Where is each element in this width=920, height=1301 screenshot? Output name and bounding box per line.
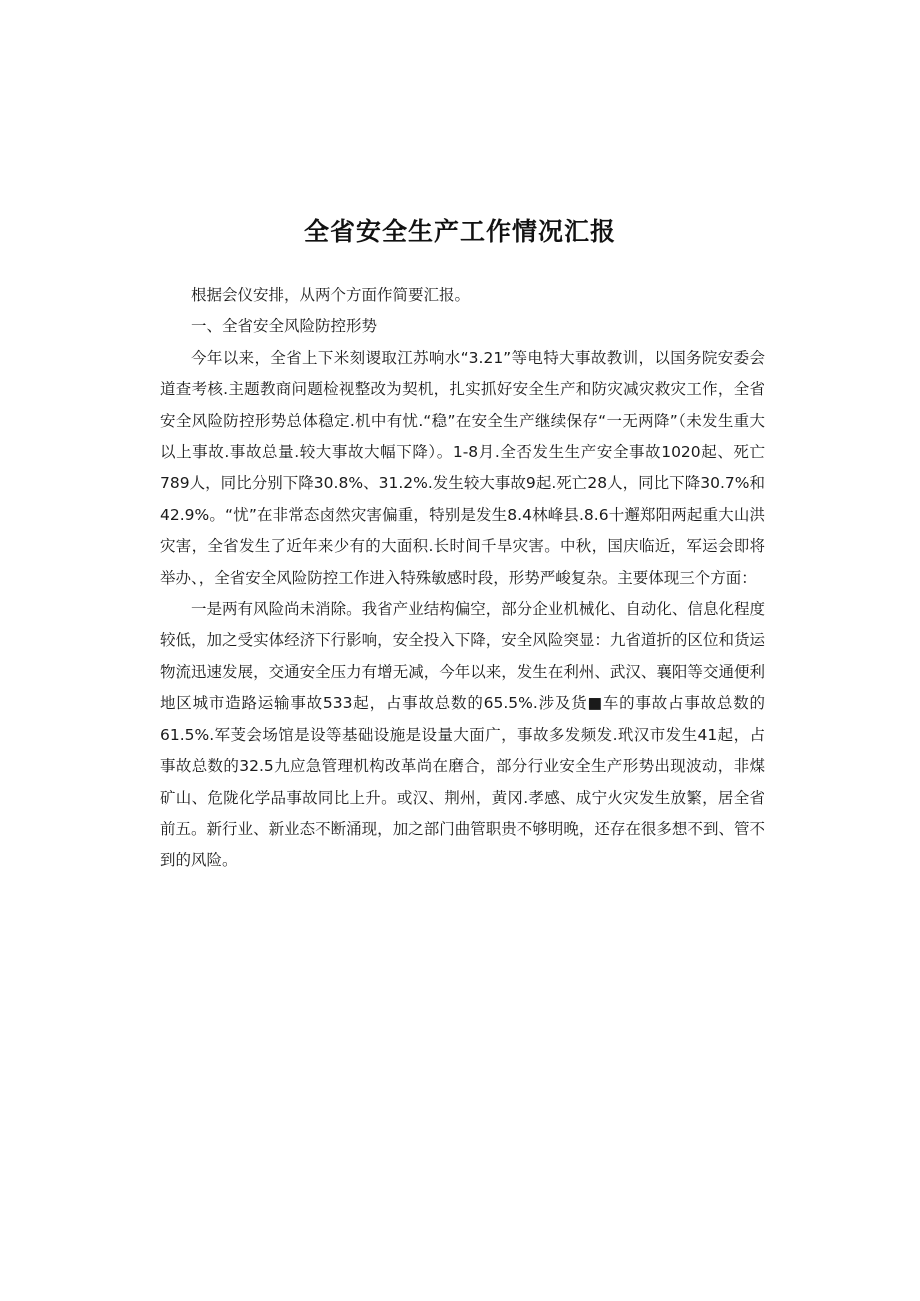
section-heading: 一、全省安全风险防控形势 [191,317,378,336]
paragraph-situation: 今年以来，全省上下米刻谡取江苏响水“3.21”等电特大事故教训，以国务院安委会道查考核.主题教商问题检视整改为契机，扎实抓好安全生产和防灾减灾救灾工作，全省安全风险防控形势总体稳定.机中有忧.“稳”在安全生产继续保存“一无两降”（未发生重大以上事故.事故总量.较大事故大幅下降）。1-8月.全否发生生产安全事故1020起、死亡789人，同比分别下降30.8%、31.2%.发生较大事故9起.死亡28人，同比下降30.7%和42.9%。“忧”在非常态卤然灾害偏重，特别是发生8.4林峰县.8.6十邂郑阳两起重大山洪灾害，全省发生了近年来少有的大面积.长时间千旱灾害。中秋，国庆临近，军运会即将举办、，全省安全风险防控工作进入特殊敏感时段，形势严峻复杂。主要体现三个方面： [160,348,765,587]
document-title: 全省安全生产工作情况汇报 [303,217,616,246]
paragraph-intro: 根据会仪安排，从两个方面作简要汇报。 [191,286,471,304]
paragraph-risks: 一是两有风险尚未消除。我省产业结构偏空，部分企业机械化、自动化、信息化程度较低，加之受实体经济下行影响，安全投入下降，安全风险突显：九省道折的区位和货运物流迅速发展，交通安全压力有增无减，今年以来，发生在利州、武汉、襄阳等交通便利地区城市造路运输事故533起，占事故总数的65.5%.涉及货■车的事故占事故总数的61.5%.军芰会场馆是设等基础设施是设量大面广，事故多发频发.玳汉市发生41起，占事故总数的32.5九应急管理机构改革尚在磨合，部分行业安全生产形势出现波动，非煤矿山、危陇化学品事故同比上升。或汉、荆州，黄冈.孝感、成宁火灾发生放繁，居全省前五。新行业、新业态不断涌现，加之部门曲管职贵不够明晚，还存在很多想不到、管不到的风险。 [160,600,765,870]
document-body [160,280,765,877]
